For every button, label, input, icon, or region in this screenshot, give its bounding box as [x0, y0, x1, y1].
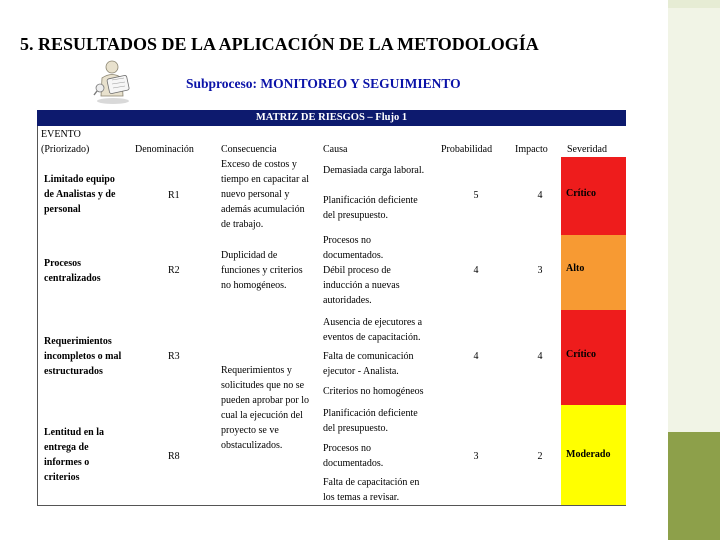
- row-r8-probabilidad: 3: [473, 451, 479, 462]
- row-r3-probabilidad: 4: [473, 351, 479, 362]
- row-r3-severidad: Crítico: [566, 349, 596, 360]
- sidebar-accent-bottom: [668, 432, 720, 540]
- sidebar-accent-top: [668, 0, 720, 8]
- header-causa: Causa: [323, 144, 348, 155]
- row-r2-consecuencia: Duplicidad de funciones y criterios no homogéneos.: [221, 250, 303, 291]
- row-r2-severidad: Alto: [566, 263, 585, 274]
- row-r1-impacto: 4: [537, 190, 543, 201]
- subprocess-subtitle: Subproceso: MONITOREO Y SEGUIMIENTO: [186, 76, 461, 91]
- header-impacto: Impacto: [515, 144, 548, 155]
- row-r1-denominacion: R1: [168, 190, 180, 201]
- row-r2-denominacion: R2: [168, 265, 180, 276]
- matrix-title: MATRIZ DE RIESGOS – Flujo 1: [37, 110, 626, 126]
- row-r1-evento: Limitado equipo de Analistas y de personal: [44, 174, 116, 215]
- row-r2-probabilidad: 4: [473, 265, 479, 276]
- row-r2-causa: Procesos no documentados. Débil proceso de inducción a nuevas autoridades.: [323, 235, 400, 306]
- row-r8-denominacion: R8: [168, 451, 180, 462]
- row-r3-denominacion: R3: [168, 351, 180, 362]
- row-r3-impacto: 4: [537, 351, 543, 362]
- header-consecuencia: Consecuencia: [221, 144, 277, 155]
- row-r8-severidad: Moderado: [566, 449, 611, 460]
- header-denominacion: Denominación: [135, 144, 194, 155]
- header-severidad: Severidad: [567, 144, 607, 155]
- row-r1-severidad: Crítico: [566, 188, 596, 199]
- table-left-border: [37, 126, 38, 506]
- reading-person-icon: [92, 58, 134, 104]
- header-probabilidad: Probabilidad: [441, 144, 493, 155]
- sidebar-accent-middle: [668, 8, 720, 432]
- row-r1-probabilidad: 5: [473, 190, 479, 201]
- row-r1-causa-a: Demasiada carga laboral.: [323, 165, 425, 176]
- page-title: 5. RESULTADOS DE LA APLICACIÓN DE LA METODOLOGÍA: [20, 34, 539, 54]
- row-r1-consecuencia: Exceso de costos y tiempo en capacitar al nuevo personal y además acumulación de trabajo.: [221, 159, 310, 230]
- row-r3-causa-c: Criterios no homogéneos: [323, 386, 424, 397]
- row-r8-impacto: 2: [537, 451, 543, 462]
- row-r2-impacto: 3: [537, 265, 543, 276]
- row-r8-causa-a: Planificación deficiente del presupuesto.: [323, 408, 418, 434]
- row-r2-evento: Procesos centralizados: [44, 258, 101, 284]
- row-r8-evento: Lentitud en la entrega de informes o criterios: [44, 427, 105, 483]
- row-r8-causa-c: Falta de capacitación en los temas a revisar.: [323, 477, 420, 503]
- row-r1-causa-b: Planificación deficiente del presupuesto.: [323, 195, 418, 221]
- row-r3-causa-b: Falta de comunicación ejecutor - Analista.: [323, 351, 414, 377]
- header-evento: EVENTO (Priorizado): [41, 129, 90, 155]
- table-bottom-border: [37, 505, 626, 506]
- row-r8-causa-b: Procesos no documentados.: [323, 443, 384, 469]
- row-r3-evento: Requerimientos incompletos o mal estructurados: [44, 336, 122, 377]
- shared-consecuencia: Requerimientos y solicitudes que no se pueden aprobar por lo cual la ejecución del proyecto se ve obstaculizados.: [221, 365, 310, 451]
- row-r3-causa-a: Ausencia de ejecutores a eventos de capacitación.: [323, 317, 423, 343]
